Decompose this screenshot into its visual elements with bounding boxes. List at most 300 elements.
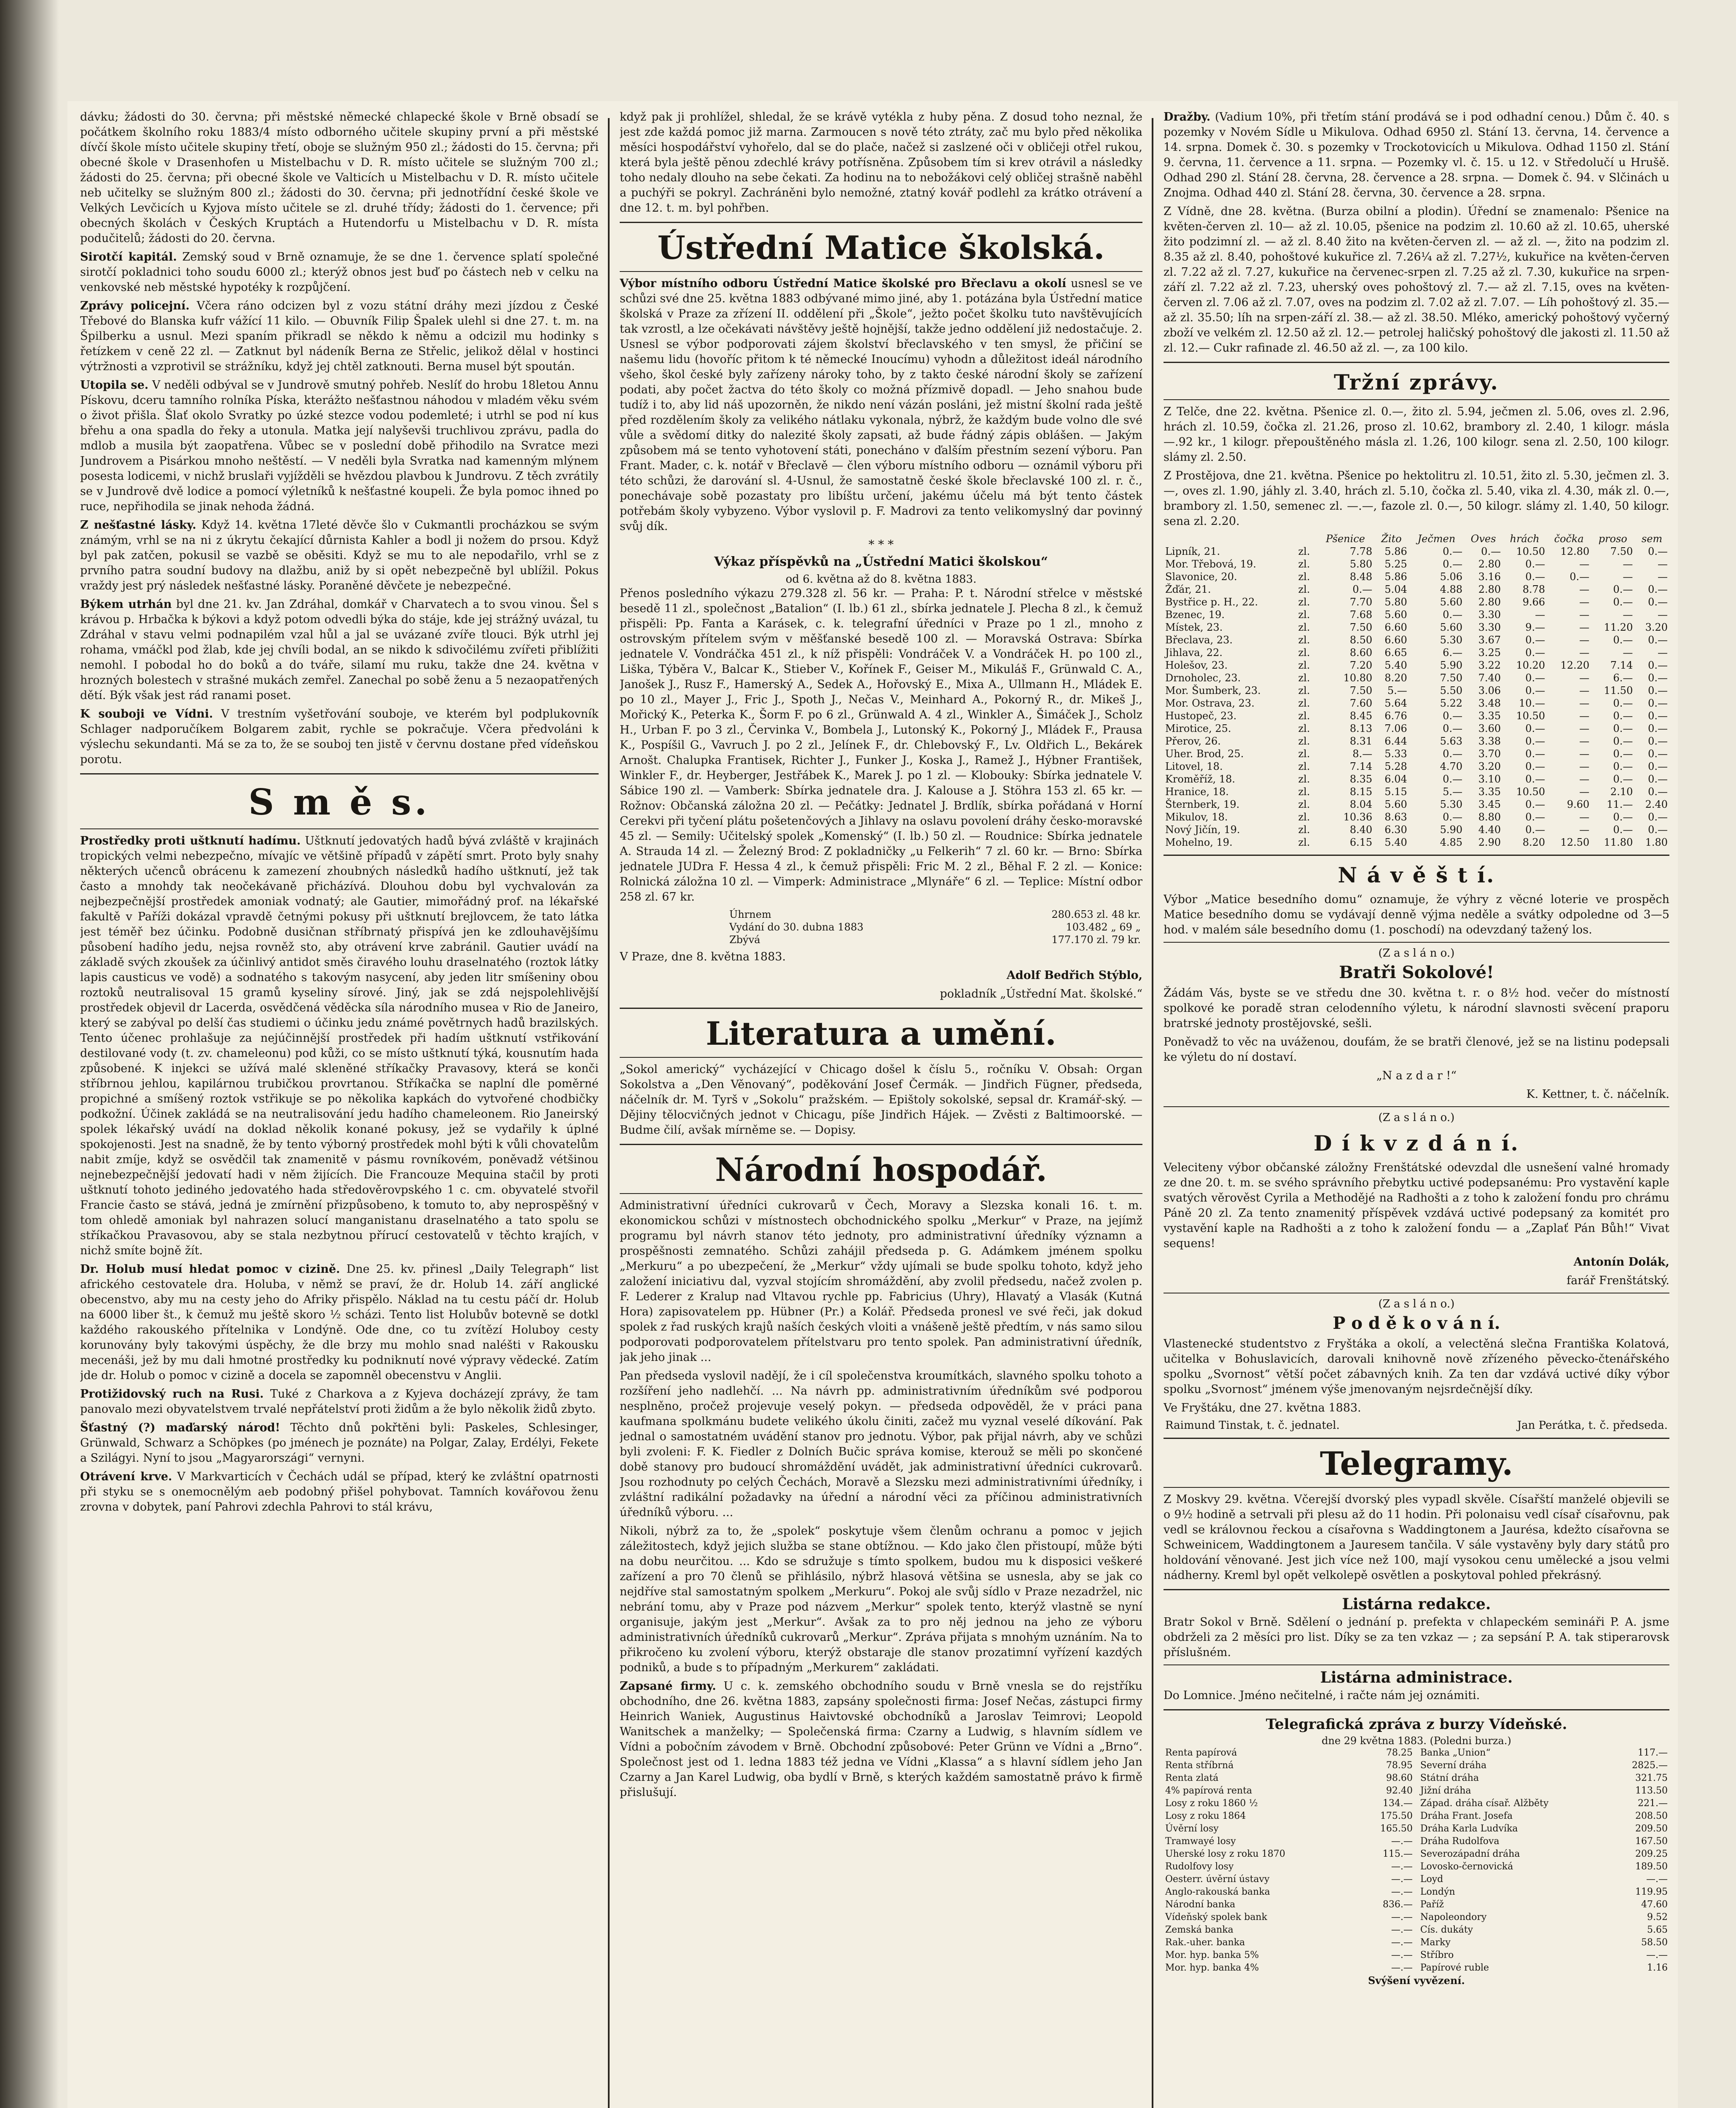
table-cell: —.— [1646,1950,1668,1960]
section-divider [1164,855,1669,856]
table-cell: 113.50 [1635,1785,1668,1796]
table-cell: 0.— [1613,773,1633,785]
table-cell: 7.20 [1349,659,1373,671]
table-cell: 5.33 [1384,748,1407,760]
table-cell: Loyd [1420,1874,1443,1885]
article-text: Tuké z Charkova a z Kyjeva docházejí zprávy, že tam panovalo mezi obyvatelstvem trvalé nepřátelství proti židům a že bylo několik židů zbyto. [80,1387,599,1416]
vykaz-subtitle: od 6. května až do 8. května 1883. [785,573,977,586]
table-cell: 2.80 [1478,558,1501,570]
table-cell: 0.— [1648,811,1668,823]
article-text: Zemský soud v Brně oznamuje, že se dne 1. července splatí společné sirotčí pokladnici toho soudu 6000 zl.; kterýž obnos jest buď po částech neb v celku na venkovské neb městské hypotéky k rozpůjčení. [80,250,599,294]
table-cell: 7.60 [1349,697,1373,709]
table-cell: 6.44 [1384,735,1407,747]
section-title-navesti: N á v ě š t í. [1338,863,1495,887]
table-cell: 0.— [1525,799,1545,810]
table-cell: 10.50 [1516,546,1545,557]
table-cell: 0.— [1352,583,1373,595]
table-cell: 7.06 [1384,723,1407,734]
table-row [1419,1924,1669,1936]
article-paragraph: „Sokol americký“ vycházející v Chicago došel k číslu 5., ročníku V. Obsah: Organ Sokolstva a „Den Věnovaný“, poděkování Josef Čermák. — Jindřich Fügner, předseda, náčelník dr. M. Tyrš v „Sokolu“ pražském. — Epištoly sokolské, sepsal dr. Kramář-ský. — Dějiny tělocvičných jednot v Chicagu, píše Jindřich Hájek. — Zvěsti z Baltimoorské. — Budme čilí, avšak mírněme se. — Dopisy. [620,1063,1142,1137]
table-cell: —.— [1646,1874,1668,1885]
table-cell: 6.60 [1384,621,1407,633]
table-cell: 8.45 [1349,710,1373,722]
table-cell: zl. [1298,571,1310,583]
article-lead: Protižidovský ruch na Rusi. [80,1387,264,1401]
table-cell: — [1623,609,1633,621]
table-cell: Holešov, 23. [1165,659,1228,671]
table-cell: Národní banka [1165,1899,1236,1910]
dikvzdani-signature: Antonín Dolák, [1573,1256,1669,1269]
table-cell: Úvěrní losy [1165,1823,1219,1834]
table-row [1419,1886,1669,1898]
article-lead: Otrávení krve. [80,1470,172,1483]
table-cell: 0.— [1648,697,1668,709]
table-cell: 8.48 [1349,571,1373,583]
table-row [1164,1873,1414,1886]
column-3 [1164,110,1669,2108]
table-cell: Severní dráha [1420,1760,1487,1771]
table-cell: 3.45 [1478,799,1501,810]
table-cell: 280.653 zl. 48 kr. [1051,909,1141,920]
table-cell: — [1623,571,1633,583]
table-cell: Renta zlatá [1165,1773,1219,1783]
vykaz-place: V Praze, dne 8. května 1883. [620,950,786,963]
table-row [1164,1823,1414,1835]
table-row [1164,760,1669,773]
article-paragraph: Administrativní úředníci cukrovarů v Čech, Moravy a Slezska konali 16. t. m. ekonomickou schůzi v místnostech obchodnického spolku „Merkur“ v Praze, na jejímž programu byl návrh stanov této jednoty, pro administrativní úředníky významn a prospěšnosti zemnatého. Schůzi zahájil předseda p. G. Adámkem jménem spolku „Merkuru“ a po ubezpečení, že „Merkur“ vždy ujímali se bude spolku tohoto, když jeho založení iniciativu dal, vyzval stojícím shromáždění, aby zvolil předsedu, načež zvolen p. F. Lederer z Kralup nad Vltavou rychle pp. Fabricius (Uhry), Hlavatý a Vlasák (Kutná Hora) zapisovatelem pp. Hübner (Pr.) a Kolář. Předseda pronesl ve své řeči, jak dokud spolek z řad ruských krajů naších českých vloiti a vnášeně ještě předtím, v nás samo silou podporovati podporovatelem přítelstvaru pro tento spolek. Pan administrativní úředník, jak jeho jinak ... [620,1199,1142,1364]
table-row [1164,811,1669,823]
article-text: Dne 25. kv. přinesl „Daily Telegraph“ list afrického cestovatele dra. Holuba, v němž se praví, že dr. Holub 14. září anglické obecenstvo, aby mu na cesty jeho do Afriky přispělo. Náklad na tu cestu páčí dr. Holub na 6000 liber št., k čemuž mu ještě skoro ½ scházi. Tento list Holubův botevně se dotkl každého rakouského přítelnika v Londýně. Ode dne, co tu zvítězí Holuboy cesty korunovány byly takovými úspěchy, že dle brzy mu mohlo snad naléšti v Rakousku mecenáši, jež by mu dali hmotné prostředky ku podniknutí nové výpravy vědecké. Zatím jde dr. Holub o pomoc v cizině a docela se zapomněl obecenstvu v Anglii. [80,1263,599,1382]
table-cell: 9.52 [1647,1912,1668,1922]
table-cell: 0.— [1613,748,1633,760]
article-paragraph [1164,110,1669,201]
table-cell: — [1658,647,1668,659]
table-row [1419,1835,1669,1848]
table-cell: — [1579,558,1590,570]
table-row [1419,1747,1669,1759]
table-cell: 0.— [1525,723,1545,734]
table-cell: Bzenec, 19. [1165,609,1225,621]
table-cell: —.— [1391,1925,1413,1935]
table-row [1164,1848,1414,1861]
table-row [1164,1911,1414,1924]
table-cell: 221.— [1638,1798,1668,1809]
table-cell: zl. [1298,697,1310,709]
table-cell: 10.— [1519,697,1545,709]
article-lead: Prostředky proti uštknutí hadímu. [80,834,301,847]
section-divider [1164,1487,1669,1488]
article-paragraph: Poněvadž to věc na uváženou, doufám, že se bratři členové, jež se na listinu podepsali ke výletu do ní dostaví. [1164,1035,1669,1064]
table-cell: 8.15 [1349,786,1373,798]
table-cell: Oesterr. úvěrní ústavy [1165,1874,1270,1885]
table-cell: 1.80 [1645,836,1668,848]
table-cell: 9.66 [1522,596,1545,608]
table-row [1419,1962,1669,1974]
table-cell: Mor. hyp. banka 5% [1165,1950,1259,1960]
listarna-administrace-title: Listárna administrace. [1320,1669,1513,1686]
table-cell: Šternberk, 19. [1165,799,1240,810]
table-row [1164,1785,1414,1797]
table-cell: 5.40 [1384,836,1407,848]
article-lead: Dražby. [1164,110,1211,124]
table-row [1164,545,1669,558]
table-cell: — [1658,558,1668,570]
table-cell: 6.04 [1384,773,1407,785]
table-cell: 98.60 [1386,1773,1413,1783]
article-text: byl dne 21. kv. Jan Zdráhal, domkář v Charvatech a to svou vinou. Šel s krávou p. Hrbačka k býkovi a když potom odvedli býka do stáje, kde jej strážný uvázal, tu Zdráhal v stavu velmi podnapilém vzal hůl a jal se uvázané zvíře tlouci. Býk utrhl jej rohama, vmáčkl pod žlab, kde jej chvíli bodal, an se nikdo k sdivočilému zvířeti přiblížiti nemohl. I pobodal ho do boků a do tváře, silamí mu ruku, takže dne 24. května v hrozných bolestech v strašné mukách zemřel. Zanechal po sobě ženu a 5 nezaopatřených dětí. Býk však jest rád ranami poset. [80,598,599,702]
table-header-cell: čočka [1554,533,1584,545]
section-title-narodni-hospodar: Národní hospodář. [715,1151,1047,1188]
podekovani-place: Ve Fryštáku, dne 27. května 1883. [1164,1401,1361,1414]
article-text: (Vadium 10%, při třetím stání prodává se i pod odhadní cenou.) Dům č. 40. s pozemky v Novém Sídle u Mikulova. Odhad 6950 zl. Stání 13. června, 14. července a 14. srpna. Domek č. 30. s pozemky v Trockotovicích u Mikulova. Odhad 1150 zl. Stání 9. června, 11. července a 11. srpna. — Pozemky vl. č. 15. u 12. v Středolučí u Hrušě. Odhad 290 zl. Stání 28. června, 28. července a 28. srpna. — Domek č. 94. v Slčinách u Znojma. Odhad 440 zl. Stání 28. června, 30. července a 28. srpna. [1164,110,1669,199]
article-paragraph: Pan předseda vyslovil nadějí, že i cíl společenstva kroumítkách, slavného spolku tohoto a rozšíření jeho nadlehčí. ... Na návrh pp. administrativním úředníkům své podporou nesplněno, pročež projevuje veselý pokyn. — předseda odpověděl, že v práci pana kaufmana spolkmánu budete velikého úkolu činiti, začež mu vyznal veselé díkování. Pak jednal o samostatném uvádění stanov pro jednotu. Výbor, pak přijal návrh, aby ve schůzi byli zvoleni: F. K. Fiedler z Dolních Bučic správa komise, kterouž se měli po skončené době stanovy pro budoucí shromáždění uvádět, jak administrativní úředníci cukrovarů. Jsou rozhodnuty po celých Čechách, Moravě a Slezsku mezi administrativními úředníky, i zvláštní radikální požadavky na úřední a národní věci za příčinou administrativních úředníků výboru. ... [620,1369,1142,1519]
table-cell: Uher. Brod, 25. [1165,748,1244,760]
section-title-telegramy: Telegramy. [1319,1445,1513,1482]
article-lead: Utopila se. [80,379,149,392]
table-cell: Hranice, 18. [1165,786,1229,798]
table-cell: 3.30 [1478,621,1501,633]
table-cell: 11.80 [1604,836,1633,848]
table-cell: Marky [1420,1937,1451,1948]
table-row [1164,583,1669,596]
table-cell: 5.80 [1349,558,1373,570]
table-cell: 5.60 [1440,621,1463,633]
table-cell: 6.65 [1384,647,1407,659]
table-cell: 5.65 [1647,1925,1668,1935]
table-row [1164,1759,1414,1772]
table-cell: 0.— [1648,546,1668,557]
table-cell: zl. [1298,710,1310,722]
table-row [1164,1949,1414,1962]
table-header-cell [1164,532,1297,545]
table-cell: 115.— [1383,1849,1413,1859]
table-cell: Dráha Rudolfova [1420,1836,1500,1847]
table-row [1164,558,1669,570]
table-cell: 7.14 [1349,761,1373,772]
table-row [1164,1886,1414,1898]
sokol-signature: K. Kettner, t. č. náčelník. [1526,1088,1669,1101]
table-cell: Londýn [1420,1887,1455,1897]
table-row [1419,1797,1669,1810]
table-cell: 11.20 [1604,621,1633,633]
table-row [1164,1772,1414,1785]
table-header-cell: Žito [1381,533,1402,545]
table-cell: 10.36 [1343,811,1373,823]
table-header-row [1164,532,1669,545]
table-row [1164,570,1669,583]
table-row [1164,823,1669,836]
table-cell: zl. [1298,672,1310,684]
table-cell: Vydání do 30. dubna 1883 [729,921,864,933]
table-header-cell: proso [1598,533,1627,545]
table-row [620,933,1142,946]
table-cell: 4.85 [1440,836,1463,848]
table-row [1164,1898,1414,1911]
table-cell: — [1579,634,1590,646]
table-cell: Západ. dráha císař. Alžběty [1420,1798,1549,1809]
table-cell: —.— [1391,1874,1413,1885]
burza-table-right [1419,1747,1669,1974]
table-cell: — [1579,735,1590,747]
article-text: V neděli odbýval se v Jundrově smutný pohřeb. Neslíť do hrobu 18letou Annu Pískovu, dceru tamního rolníka Píska, kterážto nešťastnou náhodou v mladém věku svém o život přišla. Šlať okolo Svratky po úzké stezce vodou podemleté; i utrhl se pod ní kus břehu a ona spadla do řeky a utonula. Matka její nalyševši truchlivou zprávu, padla do mdlob a musila být zaopatřena. Vůbec se v poslední době přihodilo na Svratce mezi Jundrovem a Pisárkou mnoho neštěstí. — V neděli byla Svratka nad kamenným mlýnem posesta lodicemi, v nichž bruslaři vyjížděli se hvězdou plavbou k Jundrovu. Z těch zvrátily se v Jundrově dvě lodice a pomocí výletníků k nešťastné koupeli. Že byla pomoc ihned po ruce, nepřihodila se jinak nehoda žádná. [80,379,599,513]
table-cell: zl. [1298,786,1310,798]
zaslano-label: (Z a s l á n o.) [1378,1298,1455,1310]
table-cell: 0.— [1648,710,1668,722]
table-cell: 0.— [1613,824,1633,836]
table-cell: zl. [1298,558,1310,570]
podekovani-title: P o d ě k o v á n í. [1333,1313,1500,1333]
table-cell: 5.60 [1384,609,1407,621]
table-cell: — [1579,647,1590,659]
table-cell: — [1579,723,1590,734]
table-cell: 3.70 [1478,748,1501,760]
separator-stars: * * * [868,538,894,551]
section-divider [1164,1589,1669,1590]
table-cell: 5.25 [1384,558,1407,570]
table-cell: 7.78 [1349,546,1373,557]
article-paragraph [80,707,599,767]
table-cell: 5.04 [1384,583,1407,595]
zaslano-label: (Z a s l á n o.) [1378,947,1455,960]
table-cell: 0.— [1648,735,1668,747]
article-paragraph [80,1420,599,1466]
vykaz-summary-table [620,908,1142,946]
table-cell: 5.— [1443,786,1463,798]
table-cell: 0.— [1443,723,1463,734]
table-row [1419,1873,1669,1886]
table-cell: 0.— [1525,748,1545,760]
table-header-cell: hrách [1510,533,1540,545]
table-header-cell: Pšenice [1326,533,1365,545]
table-cell: Litovel, 18. [1165,761,1223,772]
section-divider [620,1144,1142,1145]
table-row [1164,735,1669,747]
table-cell: 8.60 [1349,647,1373,659]
table-cell: 3.35 [1478,710,1501,722]
sokol-greeting: „N a z d a r !“ [1376,1069,1457,1082]
table-cell: — [1579,824,1590,836]
table-cell: Cís. dukáty [1420,1925,1473,1935]
table-cell: zl. [1298,634,1310,646]
table-cell: 0.— [1525,824,1545,836]
table-cell: 5.86 [1384,546,1407,557]
article-lead: Sirotčí kapitál. [80,250,177,264]
section-divider [620,271,1142,272]
table-cell: —.— [1391,1861,1413,1872]
table-cell: 11.50 [1604,685,1633,696]
table-cell: Státní dráha [1420,1773,1479,1783]
table-cell: zl. [1298,596,1310,608]
table-cell: Stříbro [1420,1950,1454,1960]
table-cell: Mikulov, 18. [1165,811,1228,823]
table-row [1164,621,1669,634]
table-cell: Napoleondory [1420,1912,1487,1922]
table-cell: 0.— [1525,647,1545,659]
table-cell: Uherské losy z roku 1870 [1165,1849,1285,1859]
table-cell: 177.170 zl. 79 kr. [1051,934,1141,946]
section-title-literatura: Literatura a umění. [706,1015,1056,1052]
table-cell: 8.04 [1349,799,1373,810]
burza-table-left [1164,1747,1414,1974]
table-cell: 5.90 [1440,659,1463,671]
table-cell: 189.50 [1635,1861,1668,1872]
table-cell: 2.10 [1610,786,1633,798]
article-text: V Markvarticích v Čechách udál se případ, který ke zvláštní opatrnosti při styku se s onemocnělým aeb podobný přišel pohybovat. Tamních kovářovou ženu zrovna v dobytek, paní Pahrovi zdechla Pahrovi to stál krávu, [80,1470,599,1514]
table-cell: 119.95 [1635,1887,1668,1897]
article-paragraph: Veleciteny výbor občanské záložny Frenštátské odevzdal dle usnešení valné hromady ze dne 20. t. m. se svého správního přebytku uctivé podepsanému: Pro vystavění kaple svatých věrověst Cyrila a Methodějé na Radhošti a z toho k založení fondu pro chrámu Páně 20 zl. Za tento znamenitý příspěvek vzdává uctivé podepsaný za komitét pro vystavění kaple na Radhošti a z toho k založení fondu — a „Zaplať Pán Bůh!“ Vivat sequens! [1164,1161,1669,1250]
table-cell: 0.— [1443,773,1463,785]
table-cell: — [1579,609,1590,621]
table-cell: 8.13 [1349,723,1373,734]
table-cell: zl. [1298,546,1310,557]
table-row [1164,634,1669,646]
article-paragraph [80,298,599,374]
article-paragraph [80,378,599,514]
table-cell: 7.50 [1349,621,1373,633]
table-cell: 8.80 [1478,811,1501,823]
section-divider [80,773,599,774]
table-cell: Severozápadní dráha [1420,1849,1520,1859]
article-text: U c. k. zemského obchodního soudu v Brně vnesla se do rejstříku obchodního, dne 26. května 1883, zapsány společnosti firma: Josef Nečas, zástupci firmy Heinrich Waniek, Augustinus Haivtovské obchodníků a Jaroslav Teimrovi; Leopold Wanitschek a manželky; — Společenská firma: Czarny a Ludwig, s hlavním sídlem ve Vídni a pobočním závodem v Brně. Obchodní způsobové: Peter Grünn ve Vídni a „Brno“. Společnost jest od 1. ledna 1883 též jedna ve Vídni „Klassa“ a s hlavní sídlem jeho Jan Czarny a Jan Karel Ludwig, oba bydlí v Brně, s kterých každém samostatně právo k firmě přislušují. [620,1680,1142,1799]
table-row [1164,722,1669,735]
table-cell: Mohelno, 19. [1165,836,1233,848]
table-cell: 117.— [1638,1748,1668,1758]
table-cell: 10.80 [1343,672,1373,684]
table-cell: zl. [1298,811,1310,823]
table-cell: 10.50 [1516,710,1545,722]
article-text: Uštknutí jedovatých hadů bývá zvláště v krajinách tropických velmi nebezpečno, mívajíc ve většině případů v zápětí smrt. Proto byly snahy některých učenců obrácenu k zamezení zhoubných následků hadího uštknutí, jež tak často a mnohdy tak neočekávaně přicházívá. Dlouhou dobu byl vychvalován za nejbezpečnější prostředek amoniak vodnatý; ale Gautier, mimořádný prof. na lékařské fakultě v Paříži dokázal vpravdě četnými pokusy při uštknutí brejlovcem, že tato látka jest téměř bez účinku. Podobně dusičnan stříbrnatý přispívá jen ke zdlouhavějšímu působení hadího jedu, nejsa rovněž sto, aby otrávení krve zabránil. Gautier uvádí na základě svých zkoušek za účinlivý antidot směs čiravého louhu draselnatého (roztok látky lapis causticus ve vodě) a sodnatého s takovým nasycení, aby jeden litr smíšeniny obou roztoků neutralisoval 15 gramů kyseliny sírové. Jiný, jak se zdá nejspolehlivější prostředek objevil dr Lacerda, osvědčená věděcka síla národního musea v Rio de Janeiro, který se zabýval po delší čas studiemi o účinku jedu známé povětrnych hadů brazilských. Tento účenec prohlašuje za nejúčinnější prostředek při hadím uštknutí vstřikování destilované vody (t. zv. chameleonu) pod kůži, co se místo uštknutí týká, kousnutím hada způsobené. K injekci se užívá malé skleněné stříkačky Pravasovy, která se konči stříbrnou jehlou, kapilárnou trubičkou provrtanou. Stříkačka se naplní dle poměrné propichné a smíšený roztok vstřikuje se po několika kapkách do vytvořené chodbičky podkožní. Účinek zakládá se na neutralisování jedu hadího chameleonem. Rio Janeirský spolek lékařský uvádí na doklad několik konané pokusy, jež se vydařily k úplné spokojenosti. Jest na snadně, že by tento výborný prostředek mohl býti k vůli chovatelům nabit zmíje, když se osvědčil tak znamenitě v pásmu rovníkovém, poněvadž vétšinou nejnebezpečnější jedovatí hadi v něm žijících. Die Francouze Mequina stačil by proti uštknutí tohoto jediného jedovatého hada středověrovpského 1 c. cm. obyvatelé stvořil Francie často se stává, jedná je zmírnění přizpůsobeno, k tomuto to, aby neprospěšný v tom ohledě amoniak byl nahrazen solucí manganistanu draselnatého a tato spolu se stříkačkou Pravasovou, aby se stala nezbytnou přírucí cestovatelů v těchto krajích, v nichž smíte bojně žít. [80,834,599,1257]
table-cell: zl. [1298,735,1310,747]
table-cell: Lovosko-černovická [1420,1861,1513,1872]
table-row [1419,1823,1669,1835]
table-cell: — [1579,596,1590,608]
table-cell: 3.25 [1478,647,1501,659]
table-cell: —.— [1391,1963,1413,1973]
table-cell: —.— [1391,1950,1413,1960]
table-cell: 6.60 [1384,634,1407,646]
article-paragraph [80,597,599,703]
table-row [1164,798,1669,811]
table-cell: 5.— [1387,685,1407,696]
table-cell: Losy z roku 1864 [1165,1811,1246,1821]
table-row [1419,1898,1669,1911]
table-cell: 2.90 [1478,836,1501,848]
table-row [1164,659,1669,672]
article-paragraph [80,250,599,295]
table-cell: 8.35 [1349,773,1373,785]
table-cell: Jižní dráha [1420,1785,1471,1796]
table-cell: 0.— [1613,583,1633,595]
section-divider [1164,399,1669,400]
table-cell: 0.— [1648,773,1668,785]
table-cell: Vídeňský spolek bank [1165,1912,1267,1922]
table-cell: 5.80 [1384,596,1407,608]
burza-footer: Svýšení vyvězení. [1368,1974,1465,1987]
article-paragraph: Bratr Sokol v Brně. Sdělení o jednání p. prefekta v chlapeckém semináři P. A. jsme obdrželi za 2 měsíci pro list. Díky se za ten vzkaz — ; za sepsání P. A. tak stiperarovsk příslušném. [1164,1616,1669,1659]
table-cell: 3.67 [1478,634,1501,646]
table-cell: zl. [1298,685,1310,696]
table-cell: 0.— [1443,609,1463,621]
section-divider [620,1193,1142,1194]
burza-tables [1164,1747,1669,1974]
table-cell: 6.— [1613,672,1633,684]
signature-right: Jan Perátka, t. č. předseda. [1517,1419,1668,1432]
table-cell: Renta papírová [1165,1748,1237,1758]
table-cell: 7.50 [1440,672,1463,684]
table-cell: 9.— [1525,621,1545,633]
table-cell: 2.80 [1478,583,1501,595]
table-cell: 8.78 [1522,583,1545,595]
table-row [1164,1861,1414,1873]
podekovani-signatures [1164,1419,1669,1432]
table-cell: 7.50 [1610,546,1633,557]
table-row [1419,1810,1669,1823]
table-cell: 0.— [1648,723,1668,734]
table-row [1164,596,1669,608]
table-cell: — [1579,773,1590,785]
table-row [1164,1962,1414,1974]
table-cell: — [1579,748,1590,760]
table-cell: 5.60 [1440,596,1463,608]
table-cell: — [1579,583,1590,595]
table-cell: —.— [1391,1836,1413,1847]
section-divider [620,1057,1142,1058]
table-cell: 0.— [1648,672,1668,684]
table-row [620,921,1142,933]
market-price-table [1164,532,1669,849]
article-lead: Dr. Holub musí hledat pomoc v cizině. [80,1263,340,1276]
section-divider [620,222,1142,223]
article-paragraph [80,1387,599,1417]
table-cell: 0.— [1648,659,1668,671]
table-row [1419,1848,1669,1861]
section-title-smes: S m ě s. [248,781,430,823]
table-header-cell: Oves [1470,533,1496,545]
table-cell: — [1579,685,1590,696]
table-cell: 8.20 [1384,672,1407,684]
table-cell: zl. [1298,609,1310,621]
table-cell: — [1623,647,1633,659]
table-cell: Mor. Ostrava, 23. [1165,697,1255,709]
section-title-trzni-zpravy: Tržní zprávy. [1334,370,1499,395]
table-cell: 8.20 [1522,836,1545,848]
article-paragraph: Z Prostějova, dne 21. května. Pšenice po hektolitru zl. 10.51, žito zl. 5.30, ječmen zl. 3.—, oves zl. 1.90, jáhly zl. 3.40, hrách zl. 5.10, čočka zl. 5.40, vika zl. 4.30, mák zl. 0.—, brambory zl. 1.50, semenec zl. —.—, fazole zl. 0.—, 50 kilogr. slámy zl. 1.40, 50 kilogr. sena zl. 2.20. [1164,469,1669,528]
table-cell: 7.70 [1349,596,1373,608]
newspaper-page [67,101,1678,2108]
table-cell: zl. [1298,647,1310,659]
table-row [1164,1936,1414,1949]
table-cell: 3.16 [1478,571,1501,583]
article-lead: Šťastný (?) maďarský národ! [80,1421,280,1434]
table-cell: — [1658,609,1668,621]
table-row [1164,1419,1669,1432]
table-cell: zl. [1298,799,1310,810]
dikvzdani-role: farář Frenštátský. [1567,1274,1669,1287]
table-cell: 1.16 [1647,1963,1668,1973]
table-cell: 0.— [1613,723,1633,734]
table-header-cell [1297,532,1317,545]
table-cell: —.— [1391,1912,1413,1922]
article-lead: Býkem utrhán [80,598,172,611]
table-cell: 0.— [1525,685,1545,696]
table-row [1164,747,1669,760]
table-cell: 5.40 [1384,659,1407,671]
table-cell: Břeclava, 23. [1165,634,1233,646]
table-cell: Lipník, 21. [1165,546,1220,557]
table-cell: — [1579,710,1590,722]
table-cell: 165.50 [1380,1823,1413,1834]
table-cell: — [1579,786,1590,798]
